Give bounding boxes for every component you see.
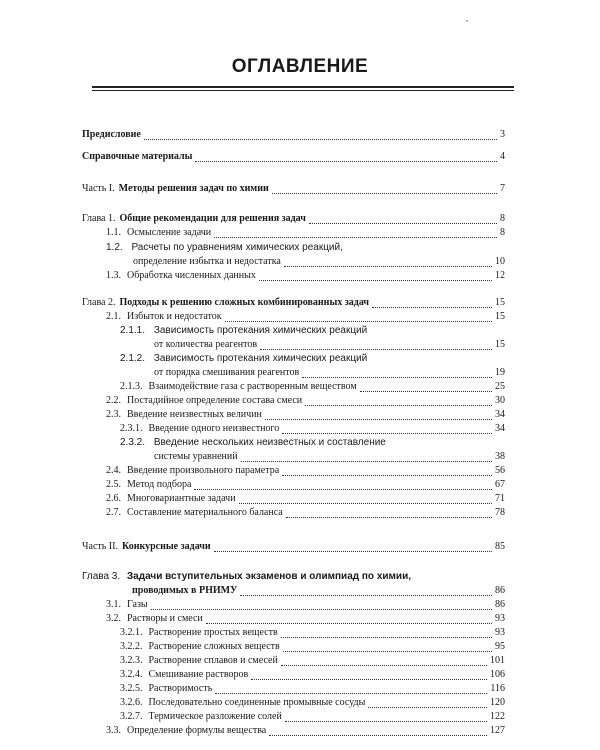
dot-leader bbox=[360, 390, 492, 392]
dot-leader bbox=[282, 474, 492, 476]
toc-subsection-continuation[interactable] bbox=[154, 450, 505, 464]
toc-subsection-number: 3.2.2. bbox=[120, 641, 143, 652]
dot-leader bbox=[240, 594, 492, 596]
dot-leader bbox=[265, 418, 492, 420]
toc-subsection-number: 2.1.1. bbox=[120, 325, 146, 336]
toc-section[interactable] bbox=[106, 394, 505, 408]
dot-leader bbox=[282, 432, 492, 434]
toc-section-continuation[interactable] bbox=[133, 255, 505, 269]
toc-page-number: 86 bbox=[495, 599, 505, 610]
toc-section-number: 1.1. bbox=[106, 227, 121, 238]
toc-page-number: 101 bbox=[490, 655, 505, 666]
dot-leader bbox=[151, 608, 492, 610]
toc-section-number: 3.3. bbox=[106, 725, 121, 736]
dot-leader bbox=[215, 692, 487, 694]
toc-entry-title: Многовариантные задачи bbox=[127, 493, 236, 504]
dot-leader bbox=[269, 734, 487, 736]
toc-entry-title: Метод подбора bbox=[127, 479, 192, 490]
toc-entry-title: Подходы к решению сложных комбинированных задач bbox=[119, 297, 370, 308]
dot-leader bbox=[283, 650, 492, 652]
dot-leader bbox=[309, 222, 497, 224]
toc-page-number: 122 bbox=[490, 711, 505, 722]
dot-leader bbox=[281, 636, 492, 638]
toc-page-number: 3 bbox=[500, 129, 505, 140]
toc-entry-title: Осмысление задачи bbox=[127, 227, 212, 238]
toc-section[interactable] bbox=[106, 269, 505, 283]
toc-entry-title-cont: от порядка смешивания реагентов bbox=[154, 367, 300, 378]
toc-subsection[interactable] bbox=[120, 710, 505, 724]
toc-entry-title: Справочные материалы bbox=[82, 151, 193, 162]
title-rule-top bbox=[92, 86, 514, 88]
toc-section[interactable] bbox=[106, 492, 505, 506]
toc-entry-title: Введение одного неизвестного bbox=[148, 423, 280, 434]
toc-subsection[interactable] bbox=[120, 380, 505, 394]
toc-entry-title: Зависимость протекания химических реакций bbox=[153, 353, 368, 364]
toc-chapter-number: Глава 1. bbox=[82, 213, 116, 224]
dot-leader bbox=[284, 265, 492, 267]
toc-section-number: 2.6. bbox=[106, 493, 121, 504]
toc-page-number: 85 bbox=[495, 541, 505, 552]
toc-entry-title: Введение неизвестных величин bbox=[127, 409, 262, 420]
toc-subsection-number: 2.1.3. bbox=[120, 381, 143, 392]
toc-entry-title: Растворимость bbox=[148, 683, 213, 694]
dot-leader bbox=[214, 236, 497, 238]
dot-leader bbox=[285, 720, 487, 722]
toc-subsection-number: 3.2.7. bbox=[120, 711, 143, 722]
toc-entry[interactable] bbox=[82, 150, 505, 164]
toc-page-number: 12 bbox=[495, 270, 505, 281]
dot-leader bbox=[259, 279, 492, 281]
toc-entry-title-cont: от количества реагентов bbox=[154, 339, 258, 350]
toc-subsection[interactable] bbox=[120, 640, 505, 654]
toc-entry-title: Растворение простых веществ bbox=[148, 627, 278, 638]
toc-page-number: 95 bbox=[495, 641, 505, 652]
toc-entry-title: Задачи вступительных экзаменов и олимпиад по химии, bbox=[126, 571, 411, 582]
toc-part[interactable] bbox=[82, 540, 505, 554]
toc-page-number: 93 bbox=[495, 613, 505, 624]
toc-subsection[interactable] bbox=[120, 668, 505, 682]
toc-page-number: 78 bbox=[495, 507, 505, 518]
toc-entry-title: Последовательно соединенные промывные сосуды bbox=[148, 697, 366, 708]
toc-entry-title: Растворение сложных веществ bbox=[148, 641, 280, 652]
toc-page-number: 86 bbox=[495, 585, 505, 596]
toc-page-number: 15 bbox=[495, 297, 505, 308]
toc-subsection-first-line[interactable] bbox=[120, 352, 367, 366]
toc-page-number: 38 bbox=[495, 451, 505, 462]
toc-section-number: 1.2. bbox=[106, 242, 123, 253]
toc-subsection-first-line[interactable] bbox=[120, 436, 386, 450]
toc-page-number: 8 bbox=[500, 227, 505, 238]
toc-subsection-number: 2.1.2. bbox=[120, 353, 146, 364]
title-rule-bottom bbox=[92, 90, 514, 91]
toc-part[interactable] bbox=[82, 182, 505, 196]
page-title: ОГЛАВЛЕНИЕ bbox=[231, 56, 369, 77]
toc-page-number: 25 bbox=[495, 381, 505, 392]
toc-subsection-first-line[interactable] bbox=[120, 324, 367, 338]
dot-leader bbox=[241, 460, 492, 462]
toc-chapter[interactable] bbox=[82, 212, 505, 226]
toc-page-number: 15 bbox=[495, 339, 505, 350]
dot-leader bbox=[305, 404, 492, 406]
toc-page-number: 120 bbox=[490, 697, 505, 708]
toc-section[interactable] bbox=[106, 506, 505, 520]
toc-page-number: 34 bbox=[495, 423, 505, 434]
toc-section[interactable] bbox=[106, 612, 505, 626]
toc-subsection-number: 3.2.6. bbox=[120, 697, 143, 708]
dot-leader bbox=[372, 306, 492, 308]
toc-entry-title: Введение произвольного параметра bbox=[127, 465, 280, 476]
toc-entry-title: Расчеты по уравнениям химических реакций, bbox=[131, 242, 343, 253]
toc-section[interactable] bbox=[106, 310, 505, 324]
toc-subsection-number: 3.2.5. bbox=[120, 683, 143, 694]
toc-section[interactable] bbox=[106, 598, 505, 612]
toc-entry-title: Смешивание растворов bbox=[148, 669, 249, 680]
toc-section-number: 2.1. bbox=[106, 311, 121, 322]
toc-entry-title: Взаимодействие газа с растворенным веществом bbox=[148, 381, 357, 392]
toc-entry-title: Введение нескольких неизвестных и составление bbox=[153, 437, 386, 448]
toc-entry-title: Избыток и недостаток bbox=[127, 311, 222, 322]
toc-subsection[interactable] bbox=[120, 696, 505, 710]
page-speck bbox=[466, 20, 468, 22]
dot-leader bbox=[302, 376, 492, 378]
toc-subsection[interactable] bbox=[120, 422, 505, 436]
toc-entry-title-cont: определение избытка и недостатка bbox=[133, 256, 281, 267]
toc-page-number: 116 bbox=[490, 683, 505, 694]
toc-entry-title: Растворение сплавов и смесей bbox=[148, 655, 278, 666]
toc-page-number: 106 bbox=[490, 669, 505, 680]
toc-section-number: 3.2. bbox=[106, 613, 121, 624]
dot-leader bbox=[195, 160, 497, 162]
toc-entry-title: Предисловие bbox=[82, 129, 141, 140]
toc-subsection-number: 3.2.4. bbox=[120, 669, 143, 680]
toc-page-number: 93 bbox=[495, 627, 505, 638]
toc-entry-title: Термическое разложение солей bbox=[148, 711, 282, 722]
toc-subsection[interactable] bbox=[120, 654, 505, 668]
dot-leader bbox=[206, 622, 492, 624]
toc-subsection[interactable] bbox=[120, 626, 505, 640]
toc-page-number: 127 bbox=[490, 725, 505, 736]
toc-entry-title: Растворы и смеси bbox=[127, 613, 203, 624]
toc-chapter-first-line[interactable] bbox=[82, 570, 411, 584]
dot-leader bbox=[368, 706, 487, 708]
toc-entry-title: Постадийное определение состава смеси bbox=[127, 395, 303, 406]
toc-entry-title: Составление материального баланса bbox=[127, 507, 283, 518]
toc-page-number: 10 bbox=[495, 256, 505, 267]
dot-leader bbox=[260, 348, 492, 350]
toc-page-number: 4 bbox=[500, 151, 505, 162]
toc-section-number: 2.4. bbox=[106, 465, 121, 476]
toc-entry-title: Определение формулы вещества bbox=[127, 725, 267, 736]
toc-page-number: 67 bbox=[495, 479, 505, 490]
toc-entry-title-cont: проводимых в РНИМУ bbox=[132, 585, 238, 596]
toc-subsection-continuation[interactable] bbox=[154, 366, 505, 380]
toc-chapter-number: Глава 2. bbox=[82, 297, 116, 308]
dot-leader bbox=[281, 664, 487, 666]
toc-subsection-number: 2.3.2. bbox=[120, 437, 146, 448]
toc-entry-title: Зависимость протекания химических реакций bbox=[153, 325, 368, 336]
toc-entry-title-cont: системы уравнений bbox=[154, 451, 238, 462]
dot-leader bbox=[214, 550, 492, 552]
toc-page-number: 8 bbox=[500, 213, 505, 224]
toc-part-number: Часть II. bbox=[82, 541, 118, 552]
dot-leader bbox=[272, 192, 497, 194]
toc-page-number: 19 bbox=[495, 367, 505, 378]
toc-section-number: 1.3. bbox=[106, 270, 121, 281]
toc-subsection-number: 3.2.1. bbox=[120, 627, 143, 638]
toc-section[interactable] bbox=[106, 724, 505, 738]
toc-chapter[interactable] bbox=[82, 296, 505, 310]
toc-entry-title: Конкурсные задачи bbox=[121, 541, 211, 552]
dot-leader bbox=[251, 678, 487, 680]
toc-section[interactable] bbox=[106, 464, 505, 478]
toc-entry-title: Газы bbox=[127, 599, 148, 610]
toc-entry-title: Обработка численных данных bbox=[127, 270, 256, 281]
toc-section-first-line[interactable] bbox=[106, 241, 343, 255]
dot-leader bbox=[144, 138, 497, 140]
toc-section-number: 2.2. bbox=[106, 395, 121, 406]
toc-entry[interactable] bbox=[82, 128, 505, 142]
toc-section-number: 2.3. bbox=[106, 409, 121, 420]
toc-page-number: 30 bbox=[495, 395, 505, 406]
toc-page-number: 15 bbox=[495, 311, 505, 322]
toc-section-number: 2.5. bbox=[106, 479, 121, 490]
toc-chapter-continuation[interactable] bbox=[132, 584, 505, 598]
toc-section[interactable] bbox=[106, 408, 505, 422]
toc-section[interactable] bbox=[106, 226, 505, 240]
toc-section-number: 3.1. bbox=[106, 599, 121, 610]
toc-section-number: 2.7. bbox=[106, 507, 121, 518]
dot-leader bbox=[194, 488, 492, 490]
toc-entry-title: Методы решения задач по химии bbox=[118, 183, 269, 194]
dot-leader bbox=[225, 320, 492, 322]
toc-part-number: Часть I. bbox=[82, 183, 115, 194]
toc-subsection-number: 2.3.1. bbox=[120, 423, 143, 434]
toc-subsection[interactable] bbox=[120, 682, 505, 696]
toc-page-number: 7 bbox=[500, 183, 505, 194]
toc-page-number: 71 bbox=[495, 493, 505, 504]
toc-subsection-number: 3.2.3. bbox=[120, 655, 143, 666]
toc-page-number: 56 bbox=[495, 465, 505, 476]
toc-section[interactable] bbox=[106, 478, 505, 492]
dot-leader bbox=[286, 516, 492, 518]
toc-subsection-continuation[interactable] bbox=[154, 338, 505, 352]
toc-entry-title: Общие рекомендации для решения задач bbox=[119, 213, 306, 224]
toc-page-number: 34 bbox=[495, 409, 505, 420]
dot-leader bbox=[239, 502, 492, 504]
toc-chapter-number: Глава 3. bbox=[82, 571, 121, 582]
